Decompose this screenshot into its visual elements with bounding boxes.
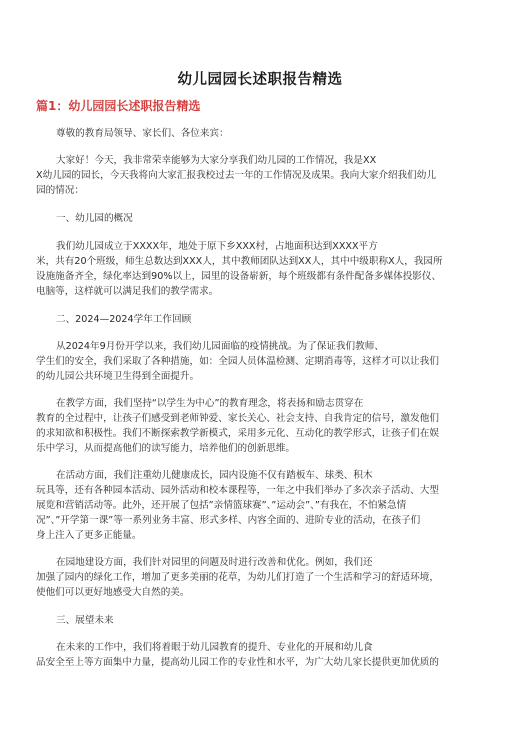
para-epidemic-line: 的幼儿园公共环境卫生得到全面提升。 [36,371,200,382]
para-campus-line: 加强了园内的绿化工作，增加了更多美丽的花草，为幼儿们打造了一个生活和学习的舒适环境， [36,572,439,583]
para-future-line: 品安全至上等方面集中力量，提高幼儿园工作的专业性和水平，为广大幼儿家长提供更加优质的 [36,657,439,668]
para-activity-line: 玩具等，还有各种园本活动、园外活动和校本课程等，一年之中我们举办了多次亲子活动、大型 [36,485,439,496]
para-overview-line: 设施施备齐全，绿化率达到90%以上，园里的设备崭新，每个班级都有条件配备多媒体投影仪、 [36,271,442,282]
heading-review: 二、2024—2024学年工作回顾 [56,314,192,325]
para-activity-line: 况”、”开学第一课”等一系列业务丰富、形式多样、内容全面的、进阶专业的活动，在孩子们 [36,515,421,526]
para-epidemic-line: 学生们的安全，我们采取了各种措施，如：全园人员体温检测、定期消毒等，这样才可以让我们 [36,356,439,367]
document-title: 幼儿园园长述职报告精选 [177,72,343,88]
para-teaching-line: 在教学方面，我们坚持“以学生为中心”的教育理念，将表扬和励志贯穿在 [56,398,364,409]
para-teaching-line: 教育的全过程中，让孩子们感受到老师钟爱、家长关心、社会支持、自我肯定的信号，激发他们 [36,413,439,424]
para-activity-line: 身上注入了更多正能量。 [36,530,142,541]
para-teaching-line: 的求知欲和积极性。我们不断探索教学新模式，采用多元化、互动化的教学形式，让孩子们在娱 [36,428,439,439]
para-campus-line: 在园地建设方面，我们针对园里的问题及时进行改善和优化。例如，我们还 [56,557,373,568]
intro-line: 园的情况： [36,185,84,196]
para-epidemic-line: 从2024年9月份开学以来，我们幼儿园面临的疫情挑战。为了保证我们教师、 [56,341,384,352]
section-heading: 篇1：幼儿园园长述职报告精选 [36,99,201,113]
para-activity-line: 展览和营销活动等。此外，还开展了包括”亲情篮球赛”、”运动会”、”有我在，不怕紧急情 [36,500,407,511]
intro-line: X幼儿园的园长，今天我将向大家汇报我校过去一年的工作情况及成果。我向大家介绍我们幼儿 [36,170,436,181]
heading-overview: 一、幼儿园的概况 [56,213,133,224]
para-overview-line: 电脑等，这样就可以满足我们的教学需求。 [36,286,219,297]
para-overview-line: 我们幼儿园成立于XXXX年，地处于原下乡XXX村，占地面积达到XXXX平方 [56,241,378,252]
intro-line: 大家好！今天，我非常荣幸能够为大家分享我们幼儿园的工作情况，我是XX [56,155,377,166]
heading-future: 三、展望未来 [56,615,114,626]
salutation: 尊敬的教育局领导、家长们、各位来宾： [56,128,229,139]
para-campus-line: 使他们可以更好地感受大自然的美。 [36,587,190,598]
para-overview-line: 米，共有20个班级，师生总数达到XXX人，其中教师团队达到XX人，其中中级职称X人，我园所 [36,256,443,267]
para-future-line: 在未来的工作中，我们将着眼于幼儿园教育的提升、专业化的开展和幼儿食 [56,642,373,653]
para-activity-line: 在活动方面，我们注重幼儿健康成长，园内设施不仅有踏板车、球类、积木 [56,470,373,481]
para-teaching-line: 乐中学习，从而提高他们的读写能力，培养他们的创新思维。 [36,443,296,454]
